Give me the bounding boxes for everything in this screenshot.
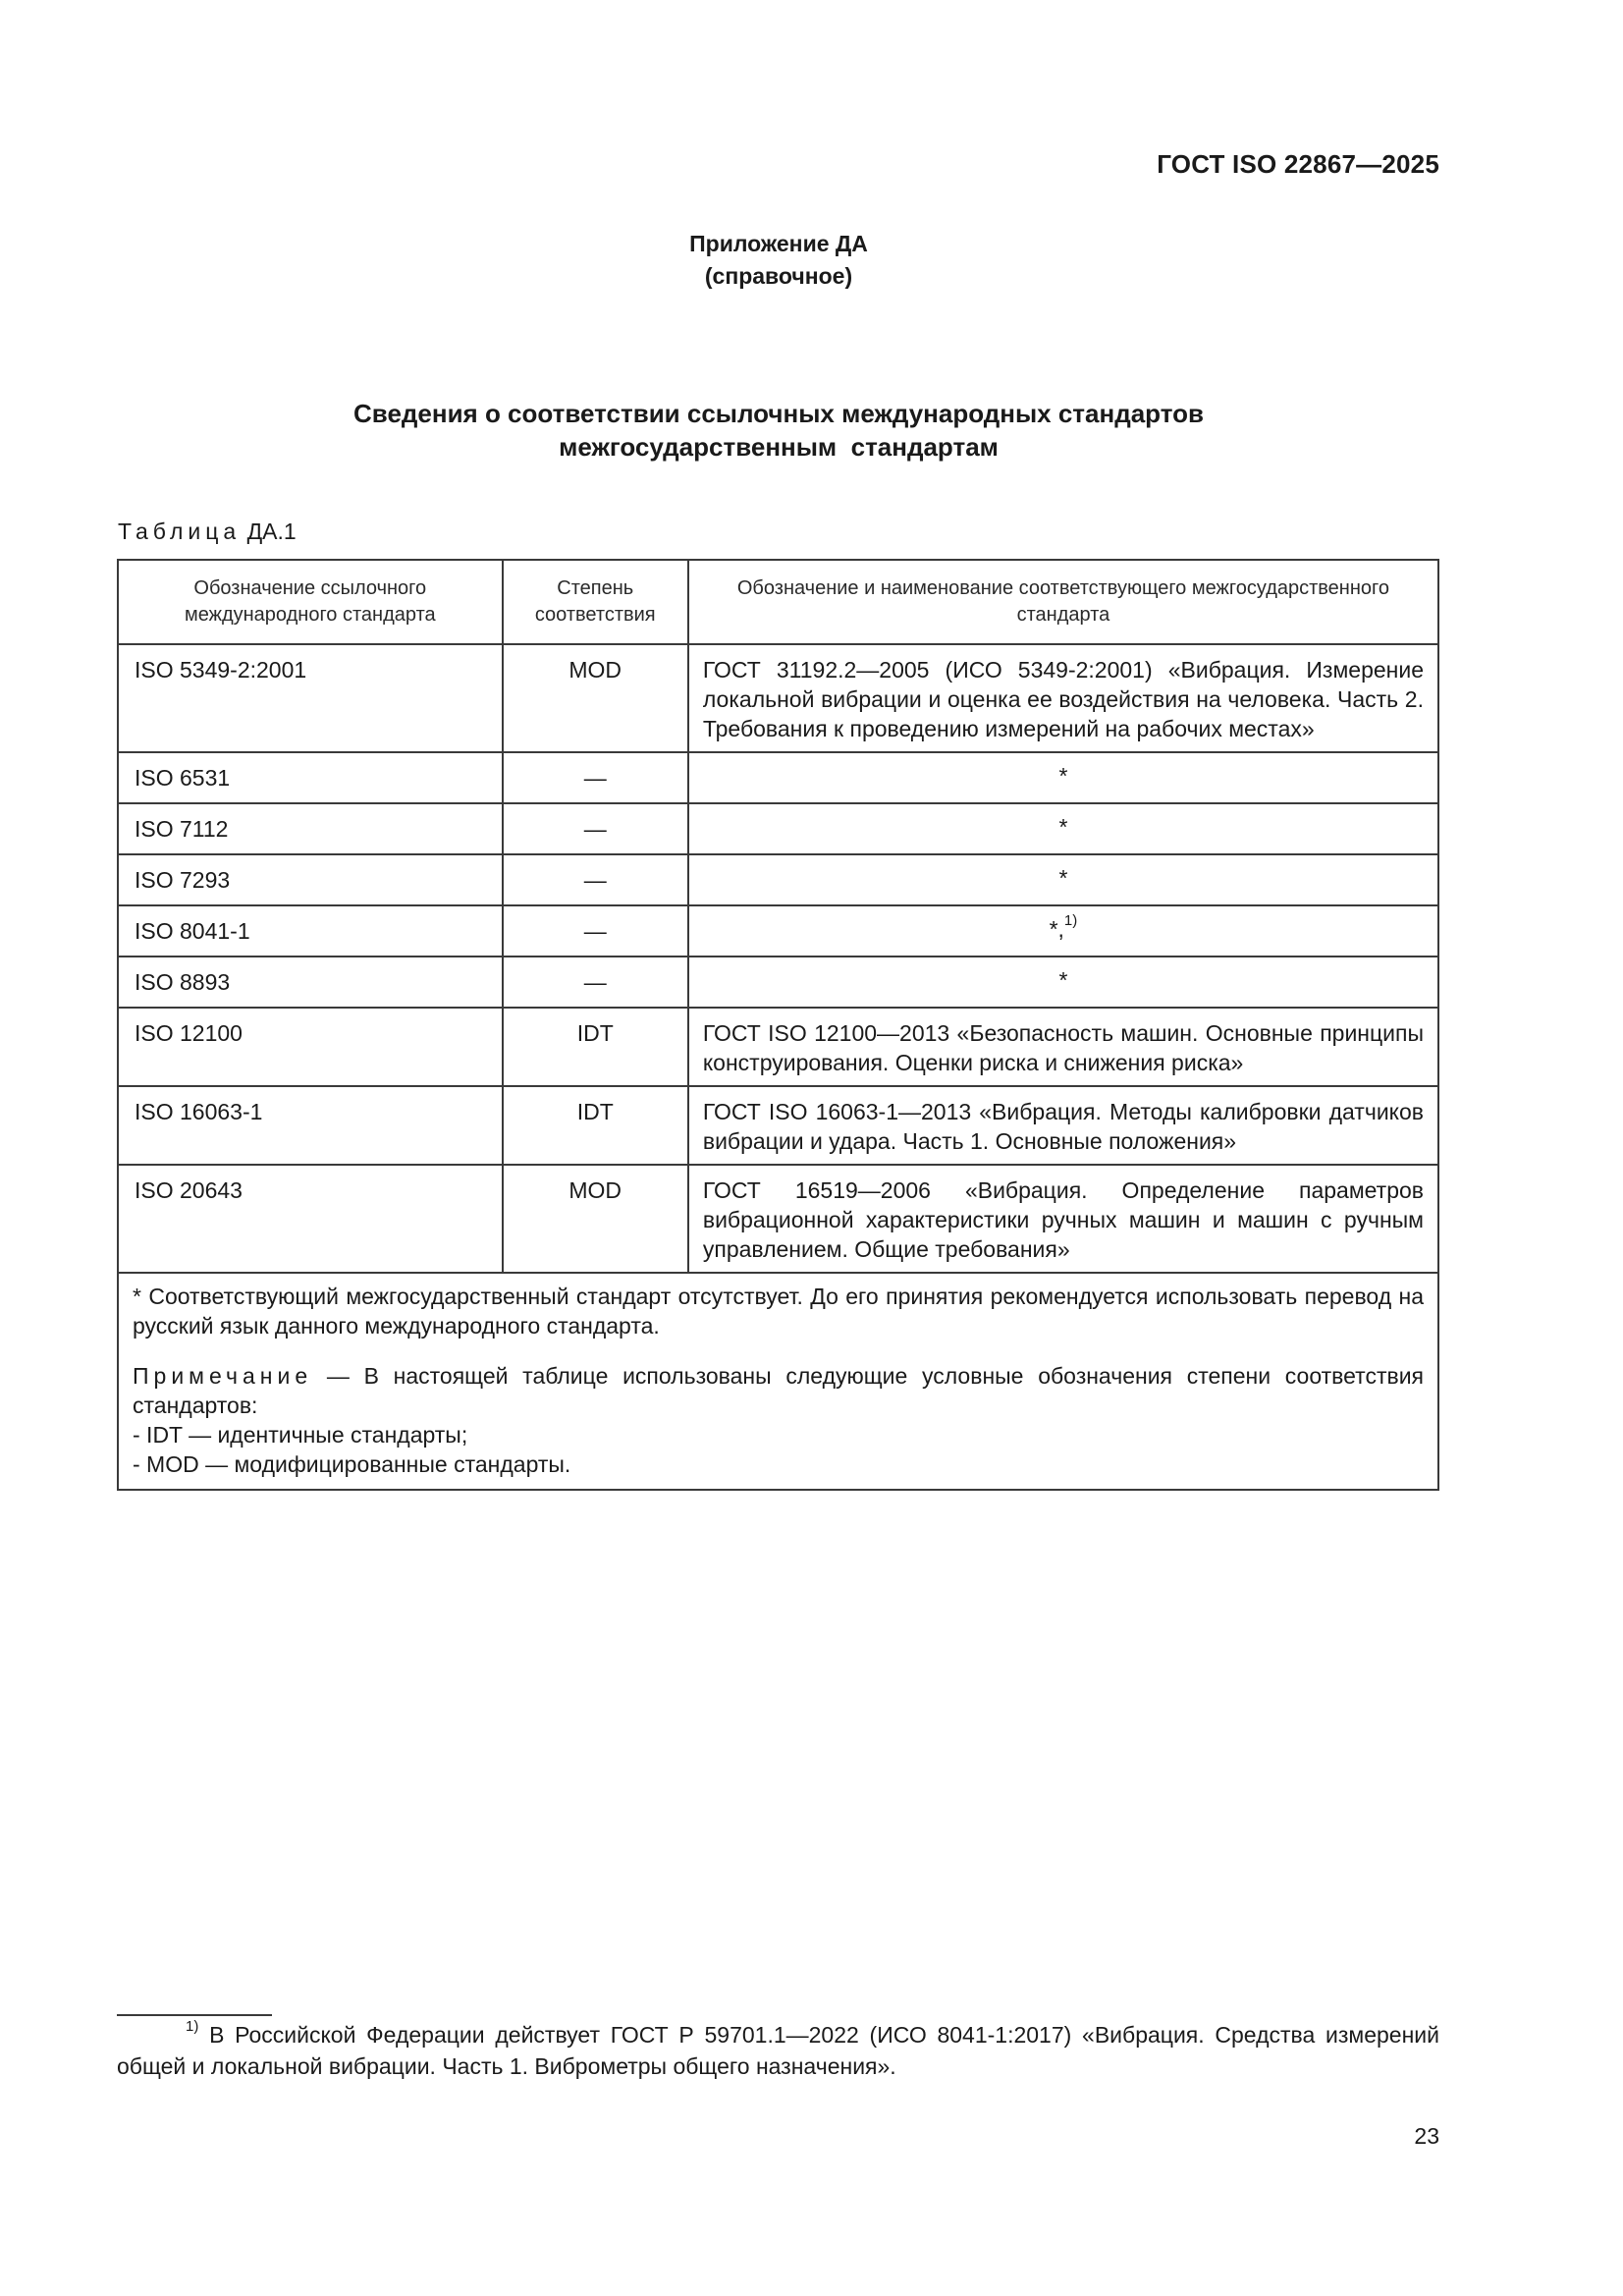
- cell-standard: ISO 8893: [118, 957, 503, 1008]
- cell-degree: —: [503, 752, 688, 803]
- cell-standard: ISO 8041-1: [118, 905, 503, 957]
- annex-kind: (справочное): [704, 263, 853, 289]
- document-code: ГОСТ ISO 22867—2025: [1157, 149, 1439, 179]
- table-caption-number: ДА.1: [246, 519, 297, 544]
- standards-table: [117, 559, 1439, 1491]
- table-row: [118, 803, 1438, 854]
- annex-title: Приложение ДА: [689, 231, 868, 256]
- footnote-text: В Российской Федерации действует ГОСТ Р 59701.1—2022 (ИСО 8041-1:2017) «Вибрация. Средства измерений общей и локальной вибрации. Часть 1. Виброметры общего назначения».: [117, 2022, 1439, 2079]
- note-text: — В настоящей таблице использованы следующие условные обозначения степени соответствия стандартов:: [133, 1363, 1424, 1418]
- footnote: [117, 2019, 1439, 2082]
- header-international-standard: Обозначение ссылочного международного стандарта: [118, 560, 503, 644]
- footnote-marker: 1): [186, 2018, 199, 2036]
- cell-name: [688, 905, 1438, 957]
- cell-standard: ISO 7112: [118, 803, 503, 854]
- table-caption: [118, 519, 297, 545]
- cell-name-text: *,: [1049, 916, 1064, 942]
- footnote-divider: [117, 2014, 272, 2016]
- cell-name: *: [688, 957, 1438, 1008]
- page-title: [0, 397, 1557, 464]
- table-row: [118, 752, 1438, 803]
- cell-name: *: [688, 854, 1438, 905]
- cell-name: ГОСТ ISO 16063-1—2013 «Вибрация. Методы калибровки датчиков вибрации и удара. Часть 1. Основные положения»: [688, 1086, 1438, 1165]
- cell-degree: —: [503, 854, 688, 905]
- cell-degree: IDT: [503, 1008, 688, 1086]
- table-row: [118, 854, 1438, 905]
- cell-name: ГОСТ 16519—2006 «Вибрация. Определение параметров вибрационной характеристики ручных машин и машин с ручным управлением. Общие требования»: [688, 1165, 1438, 1273]
- cell-degree: MOD: [503, 1165, 688, 1273]
- table-row: [118, 1165, 1438, 1273]
- cell-name: ГОСТ ISO 12100—2013 «Безопасность машин. Основные принципы конструирования. Оценки риска и снижения риска»: [688, 1008, 1438, 1086]
- header-interstate-standard: Обозначение и наименование соответствующего межгосударственного стандарта: [688, 560, 1438, 644]
- page-number: 23: [1414, 2123, 1439, 2149]
- legend-item: - MOD — модифицированные стандарты.: [133, 1451, 571, 1477]
- table-row: [118, 957, 1438, 1008]
- cell-degree: IDT: [503, 1086, 688, 1165]
- cell-name: ГОСТ 31192.2—2005 (ИСО 5349-2:2001) «Вибрация. Измерение локальной вибрации и оценка ее воздействия на человека. Часть 2. Требования к проведению измерений на рабочих местах»: [688, 644, 1438, 752]
- cell-standard: ISO 6531: [118, 752, 503, 803]
- cell-standard: ISO 16063-1: [118, 1086, 503, 1165]
- note-label: Примечание: [133, 1363, 313, 1389]
- title-line-1: Сведения о соответствии ссылочных международных стандартов: [353, 399, 1204, 428]
- cell-degree: —: [503, 957, 688, 1008]
- annex-heading: [0, 228, 1557, 293]
- table-note: [133, 1361, 1424, 1420]
- table-row: [118, 1008, 1438, 1086]
- table-footer: [118, 1273, 1438, 1490]
- cell-degree: MOD: [503, 644, 688, 752]
- star-note: * Соответствующий межгосударственный стандарт отсутствует. До его принятия рекомендуется использовать перевод на русский язык данного международного стандарта.: [133, 1284, 1424, 1339]
- table-row: [118, 1086, 1438, 1165]
- cell-standard: ISO 12100: [118, 1008, 503, 1086]
- cell-degree: —: [503, 905, 688, 957]
- cell-standard: ISO 5349-2:2001: [118, 644, 503, 752]
- cell-standard: ISO 20643: [118, 1165, 503, 1273]
- legend-item: - IDT — идентичные стандарты;: [133, 1422, 468, 1448]
- title-line-2: межгосударственным стандартам: [559, 432, 999, 462]
- cell-name: *: [688, 803, 1438, 854]
- header-degree: Степень соответствия: [503, 560, 688, 644]
- table-header-row: [118, 560, 1438, 644]
- table-caption-word: Таблица: [118, 519, 242, 544]
- table-row: [118, 644, 1438, 752]
- cell-name: *: [688, 752, 1438, 803]
- table-row: [118, 905, 1438, 957]
- cell-degree: —: [503, 803, 688, 854]
- table-footer-row: [118, 1273, 1438, 1490]
- cell-standard: ISO 7293: [118, 854, 503, 905]
- footnote-ref: 1): [1063, 912, 1078, 930]
